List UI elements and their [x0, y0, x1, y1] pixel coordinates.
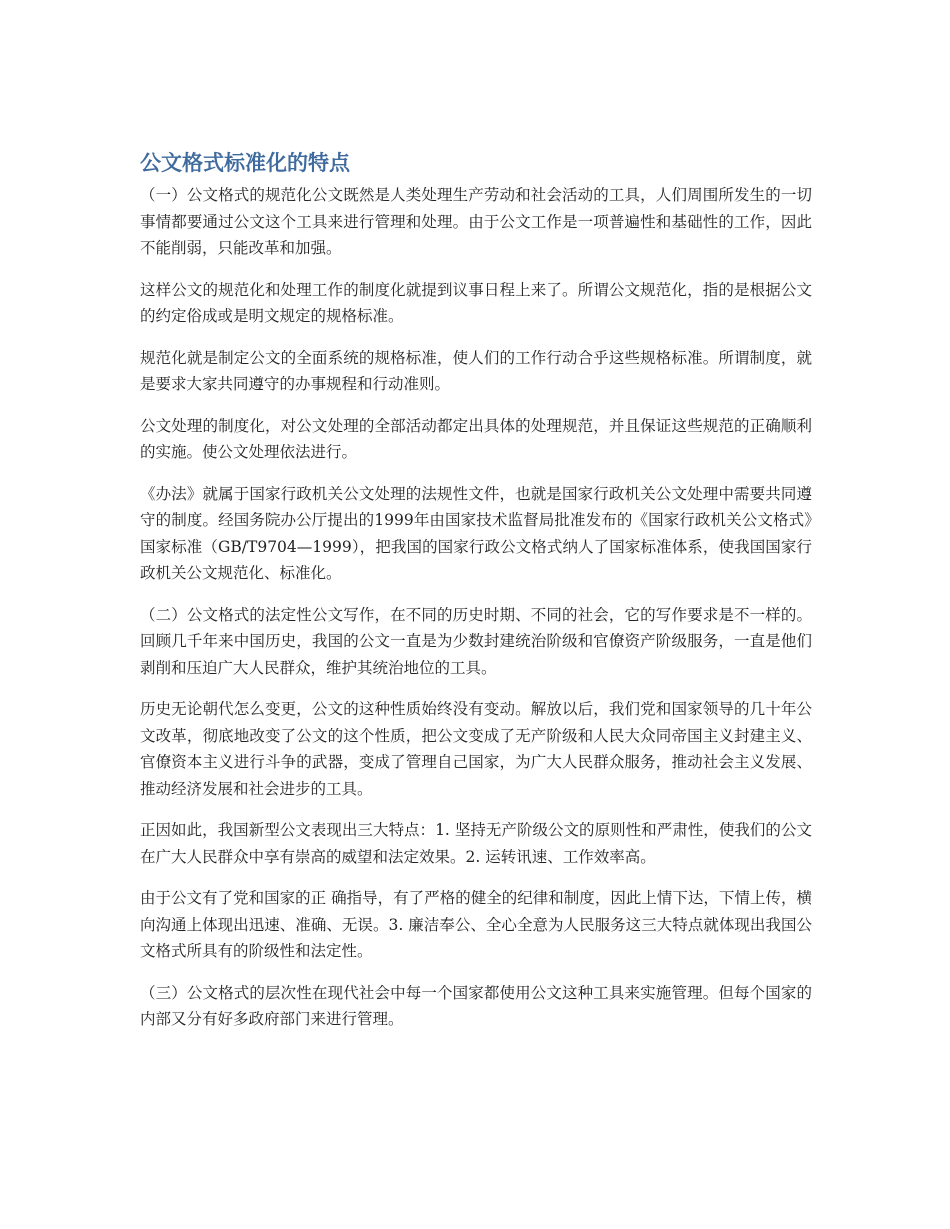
- paragraph-5: 《办法》就属于国家行政机关公文处理的法规性文件，也就是国家行政机关公文处理中需要共同遵守的制度。经国务院办公厅提出的1999年由国家技术监督局批准发布的《国家行政机关公文格式》国家标准（GB/T9704—1999），把我国的国家行政公文格式纳人了国家标准体系，使我国国家行政机关公文规范化、标准化。: [140, 484, 812, 582]
- paragraph-2: 这样公文的规范化和处理工作的制度化就提到议事日程上来了。所谓公文规范化，指的是根据公文的约定俗成或是明文规定的规格标准。: [140, 280, 812, 325]
- paragraph-9: 由于公文有了党和国家的正 确指导，有了严格的健全的纪律和制度，因此上情下达，下情上传，横向沟通上体现出迅速、准确、无误。3. 廉洁奉公、全心全意为人民服务这三大特点就体现出我国公文格式所具有的阶级性和法定性。: [140, 889, 813, 960]
- paragraph-4: 公文处理的制度化，对公文处理的全部活动都定出具体的处理规范，并且保证这些规范的正确顺利的实施。使公文处理依法进行。: [140, 416, 812, 461]
- document-page: [140, 146, 812, 1048]
- paragraph-10: （三）公文格式的层次性在现代社会中每一个国家都使用公文这种工具来实施管理。但每个国家的内部又分有好多政府部门来进行管理。: [140, 983, 812, 1028]
- paragraph-1: （一）公文格式的规范化公文既然是人类处理生产劳动和社会活动的工具，人们周围所发生的一切事情都要通过公文这个工具来进行管理和处理。由于公文工作是一项普遍性和基础性的工作，因此不能削弱，只能改革和加强。: [140, 186, 812, 257]
- paragraph-7: 历史无论朝代怎么变更，公文的这种性质始终没有变动。解放以后，我们党和国家领导的几十年公文改革，彻底地改变了公文的这个性质，把公文变成了无产阶级和人民大众同帝国主义封建主义、官僚资本主义进行斗争的武器，变成了管理自己国家，为广大人民群众服务，推动社会主义发展、推动经济发展和社会进步的工具。: [140, 700, 812, 798]
- paragraph-8: 正因如此，我国新型公文表现出三大特点：1. 坚持无产阶级公文的原则性和严肃性，使我们的公文 在广大人民群众中享有崇高的威望和法定效果。2. 运转讯速、工作效率高。: [140, 821, 812, 866]
- paragraph-6: （二）公文格式的法定性公文写作，在不同的历史时期、不同的社会，它的写作要求是不一样的。回顾几千年来中国历史，我国的公文一直是为少数封建统治阶级和官僚资产阶级服务，一直是他们剥削和压迫广大人民群众，维护其统治地位的工具。: [140, 605, 812, 677]
- paragraph-3: 规范化就是制定公文的全面系统的规格标准，使人们的工作行动合乎这些规格标准。所谓制度，就是要求大家共同遵守的办事规程和行动准则。: [140, 348, 812, 393]
- document-title: 公文格式标准化的特点: [140, 151, 350, 175]
